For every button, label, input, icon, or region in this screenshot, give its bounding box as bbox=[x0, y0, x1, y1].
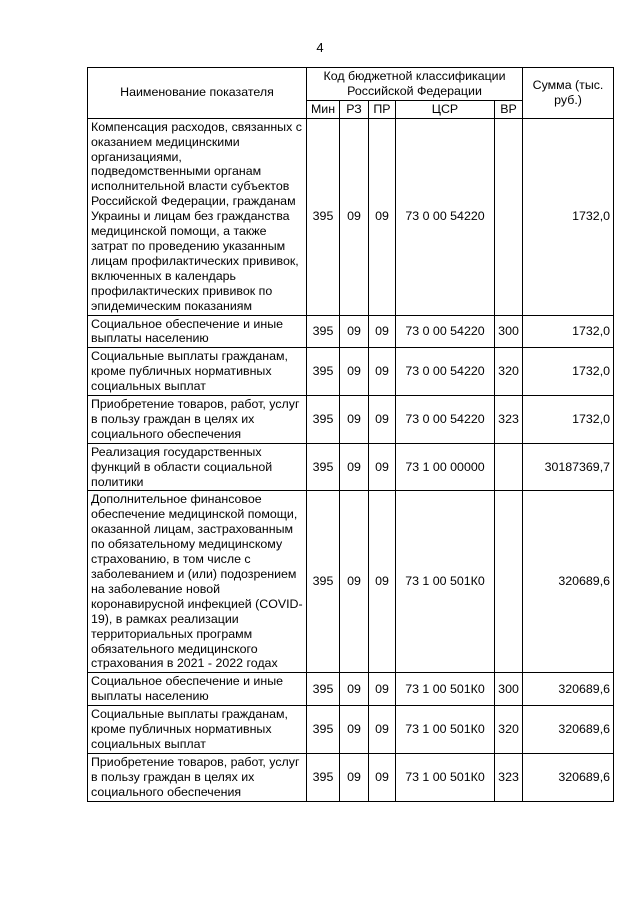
sum-cell: 30187369,7 bbox=[523, 443, 614, 491]
rz-cell: 09 bbox=[340, 118, 369, 315]
indicator-name-cell: Компенсация расходов, связанных с оказанием медицинскими организациями, подведомственными органам исполнительной власти субъектов Российской Федерации, гражданам Украины и лицам без гражданства медицинской помощи, а также затрат по проведению указанным лицам профилактических прививок, включенных в календарь профилактических прививок по эпидемическим показаниям bbox=[88, 118, 307, 315]
sum-cell: 1732,0 bbox=[523, 118, 614, 315]
page-number: 4 bbox=[316, 40, 324, 55]
sum-cell: 320689,6 bbox=[523, 491, 614, 673]
csr-cell: 73 0 00 54220 bbox=[396, 315, 495, 348]
indicator-name-cell: Социальные выплаты гражданам, кроме публичных нормативных социальных выплат bbox=[88, 348, 307, 396]
sum-cell: 320689,6 bbox=[523, 753, 614, 801]
pr-cell: 09 bbox=[369, 673, 396, 706]
min-cell: 395 bbox=[307, 396, 340, 444]
pr-cell: 09 bbox=[369, 753, 396, 801]
rz-cell: 09 bbox=[340, 673, 369, 706]
min-cell: 395 bbox=[307, 118, 340, 315]
table-row bbox=[88, 673, 614, 706]
vr-cell: 300 bbox=[495, 315, 523, 348]
csr-cell: 73 1 00 501К0 bbox=[396, 491, 495, 673]
min-cell: 395 bbox=[307, 706, 340, 754]
pr-cell: 09 bbox=[369, 348, 396, 396]
pr-cell: 09 bbox=[369, 315, 396, 348]
header-vr: ВР bbox=[495, 100, 523, 118]
header-sum: Сумма (тыс. руб.) bbox=[523, 68, 614, 119]
indicator-name-cell: Социальное обеспечение и иные выплаты населению bbox=[88, 315, 307, 348]
table-row bbox=[88, 491, 614, 673]
csr-cell: 73 0 00 54220 bbox=[396, 348, 495, 396]
sum-cell: 320689,6 bbox=[523, 673, 614, 706]
csr-cell: 73 1 00 501К0 bbox=[396, 753, 495, 801]
indicator-name-cell: Реализация государственных функций в области социальной политики bbox=[88, 443, 307, 491]
csr-cell: 73 1 00 501К0 bbox=[396, 673, 495, 706]
sum-cell: 320689,6 bbox=[523, 706, 614, 754]
pr-cell: 09 bbox=[369, 396, 396, 444]
table-row bbox=[88, 753, 614, 801]
rz-cell: 09 bbox=[340, 491, 369, 673]
header-rz: РЗ bbox=[340, 100, 369, 118]
rz-cell: 09 bbox=[340, 396, 369, 444]
vr-cell bbox=[495, 443, 523, 491]
rz-cell: 09 bbox=[340, 348, 369, 396]
pr-cell: 09 bbox=[369, 443, 396, 491]
csr-cell: 73 0 00 54220 bbox=[396, 118, 495, 315]
vr-cell: 320 bbox=[495, 348, 523, 396]
header-pr: ПР bbox=[369, 100, 396, 118]
rz-cell: 09 bbox=[340, 706, 369, 754]
min-cell: 395 bbox=[307, 348, 340, 396]
header-min: Мин bbox=[307, 100, 340, 118]
table-row bbox=[88, 443, 614, 491]
pr-cell: 09 bbox=[369, 706, 396, 754]
rz-cell: 09 bbox=[340, 443, 369, 491]
header-name: Наименование показателя bbox=[88, 68, 307, 119]
vr-cell bbox=[495, 118, 523, 315]
table-row bbox=[88, 315, 614, 348]
min-cell: 395 bbox=[307, 491, 340, 673]
min-cell: 395 bbox=[307, 315, 340, 348]
pr-cell: 09 bbox=[369, 118, 396, 315]
sum-cell: 1732,0 bbox=[523, 396, 614, 444]
min-cell: 395 bbox=[307, 443, 340, 491]
indicator-name-cell: Дополнительное финансовое обеспечение медицинской помощи, оказанной лицам, застрахованным по обязательному медицинскому страхованию, в том числе с заболеванием и (или) подозрением на заболевание новой коронавирусной инфекцией (COVID-19), в рамках реализации территориальных программ обязательного медицинского страхования в 2021 - 2022 годах bbox=[88, 491, 307, 673]
vr-cell bbox=[495, 491, 523, 673]
vr-cell: 320 bbox=[495, 706, 523, 754]
indicator-name-cell: Приобретение товаров, работ, услуг в пользу граждан в целях их социального обеспечения bbox=[88, 753, 307, 801]
table-row bbox=[88, 118, 614, 315]
header-code-group: Код бюджетной классификации Российской Федерации bbox=[307, 68, 523, 101]
vr-cell: 323 bbox=[495, 396, 523, 444]
table-body bbox=[88, 118, 614, 801]
min-cell: 395 bbox=[307, 753, 340, 801]
rz-cell: 09 bbox=[340, 315, 369, 348]
table-row bbox=[88, 706, 614, 754]
min-cell: 395 bbox=[307, 673, 340, 706]
vr-cell: 300 bbox=[495, 673, 523, 706]
table-row bbox=[88, 396, 614, 444]
pr-cell: 09 bbox=[369, 491, 396, 673]
indicator-name-cell: Социальные выплаты гражданам, кроме публичных нормативных социальных выплат bbox=[88, 706, 307, 754]
sum-cell: 1732,0 bbox=[523, 315, 614, 348]
indicator-name-cell: Приобретение товаров, работ, услуг в пользу граждан в целях их социального обеспечения bbox=[88, 396, 307, 444]
budget-table bbox=[87, 67, 614, 802]
csr-cell: 73 1 00 00000 bbox=[396, 443, 495, 491]
table-row bbox=[88, 348, 614, 396]
header-csr: ЦСР bbox=[396, 100, 495, 118]
indicator-name-cell: Социальное обеспечение и иные выплаты населению bbox=[88, 673, 307, 706]
rz-cell: 09 bbox=[340, 753, 369, 801]
csr-cell: 73 0 00 54220 bbox=[396, 396, 495, 444]
csr-cell: 73 1 00 501К0 bbox=[396, 706, 495, 754]
vr-cell: 323 bbox=[495, 753, 523, 801]
sum-cell: 1732,0 bbox=[523, 348, 614, 396]
